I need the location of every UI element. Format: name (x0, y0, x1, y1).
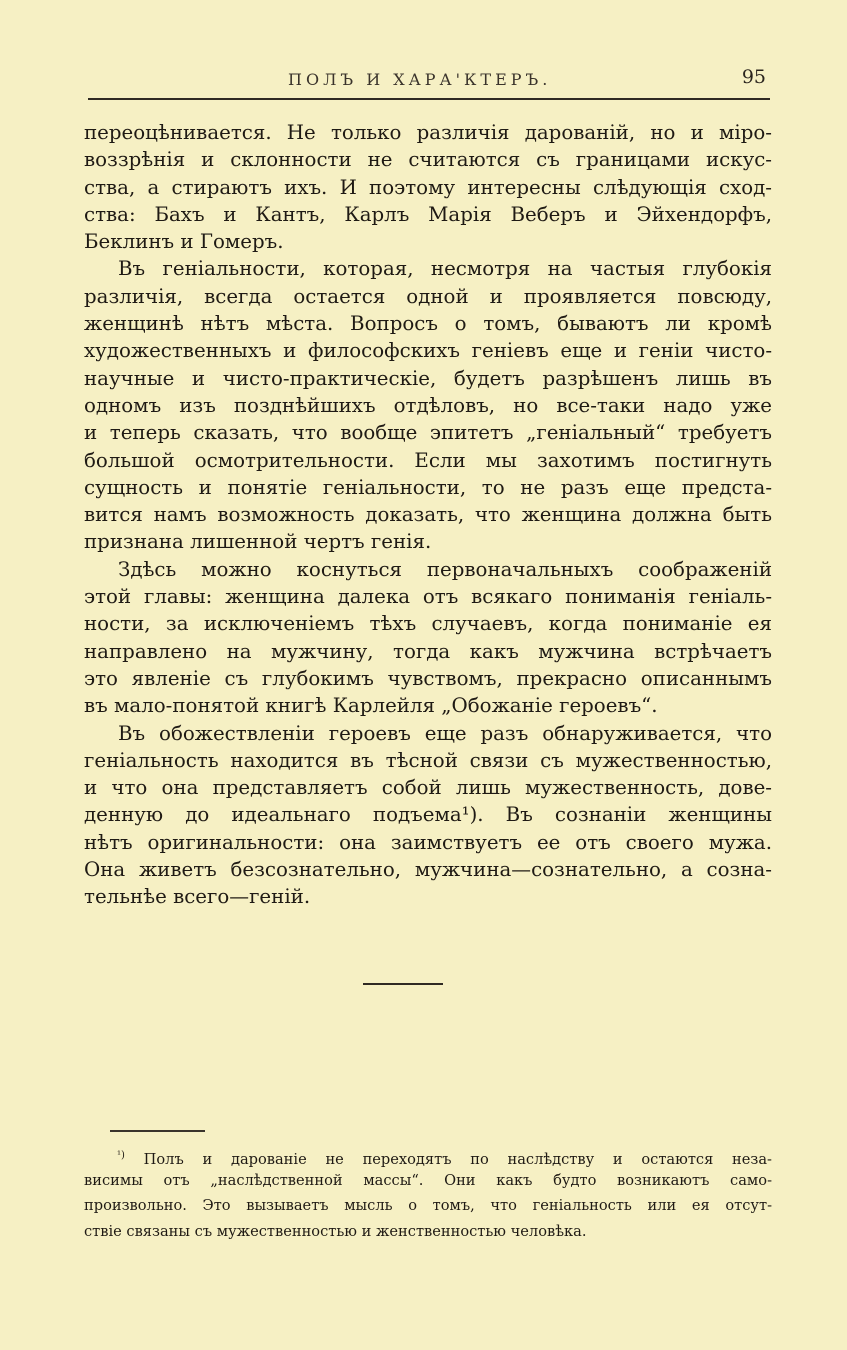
paragraph-1 (84, 119, 772, 255)
text-line: ства: Бахъ и Кантъ, Карлъ Марія Веберъ и Эйхендорфъ, (84, 202, 772, 226)
header-rule (88, 98, 770, 100)
text-line: этой главы: женщина далека отъ всякаго пониманія геніаль- (84, 585, 772, 609)
text-line: признана лишенной чертъ генія. (84, 530, 432, 554)
text-line: геніальность находится въ тѣсной связи съ мужественностью, (84, 748, 772, 772)
text-line: переоцѣнивается. Не только различія дарованій, но и міро- (84, 121, 772, 144)
text-line: художественныхъ и философскихъ геніевъ еще и геніи чисто- (84, 339, 772, 363)
text-line: Въ обожествленіи героевъ еще разъ обнаруживается, что (118, 721, 772, 745)
footnote-line-text: Полъ и дарованіе не переходятъ по наслѣдству и остаются неза- (143, 1151, 772, 1168)
text-line: научные и чисто-практическіе, будетъ разрѣшенъ лишь въ (84, 366, 772, 390)
text-line: Она живетъ безсознательно, мужчина—сознательно, а созна- (84, 858, 772, 882)
body-text (84, 119, 772, 911)
text-line: Беклинъ и Гомеръ. (84, 230, 284, 254)
text-line: въ мало-понятой книгѣ Карлейля „Обожаніе героевъ“. (84, 694, 658, 718)
footnote (84, 1143, 772, 1244)
text-line: Въ геніальности, которая, несмотря на частыя глубокія (118, 257, 772, 281)
text-line: тельнѣе всего—геній. (84, 885, 311, 909)
footnote-rule (110, 1130, 205, 1132)
text-line: различія, всегда остается одной и проявляется повсюду, (84, 284, 772, 308)
text-line: сущность и понятіе геніальности, то не разъ еще предста- (84, 475, 772, 499)
text-line: денную до идеальнаго подъема¹). Въ сознаніи женщины (84, 803, 772, 827)
text-line: направлено на мужчину, тогда какъ мужчина встрѣчаетъ (84, 639, 772, 663)
page-number: 95 (741, 66, 766, 88)
text-line: и что она представляетъ собой лишь мужественность, дове- (84, 776, 772, 800)
text-line: Здѣсь можно коснуться первоначальныхъ соображеній (118, 557, 772, 581)
footnote-marker: ¹) (117, 1150, 125, 1161)
text-line: женщинѣ нѣтъ мѣста. Вопросъ о томъ, бываютъ ли кромѣ (84, 312, 772, 336)
text-line: вится намъ возможность доказать, что женщина должна быть (84, 503, 772, 527)
text-line: одномъ изъ позднѣйшихъ отдѣловъ, но все-таки надо уже (84, 393, 772, 417)
running-head-title: ПОЛЪ И ХАРА'КТЕРЪ. (288, 70, 552, 89)
text-line: большой осмотрительности. Если мы захотимъ постигнуть (84, 448, 772, 472)
running-head (88, 66, 770, 96)
footnote-line: висимы отъ „наслѣдственной массы“. Они какъ будто возникаютъ само- (84, 1172, 772, 1190)
text-line: воззрѣнія и склонности не считаются съ границами искус- (84, 148, 772, 172)
paragraph-2 (84, 255, 772, 555)
paragraph-4 (84, 720, 772, 911)
text-line: нѣтъ оригинальности: она заимствуетъ ее отъ своего мужа. (84, 830, 772, 854)
text-line: это явленіе съ глубокимъ чувствомъ, прекрасно описаннымъ (84, 666, 772, 690)
footnote-line: произвольно. Это вызываетъ мысль о томъ, что геніальность или ея отсут- (84, 1197, 772, 1215)
text-line: ности, за исключеніемъ тѣхъ случаевъ, когда пониманіе ея (84, 612, 772, 636)
section-separator (363, 983, 443, 985)
paragraph-3 (84, 556, 772, 720)
footnote-line (84, 1143, 772, 1168)
text-line: ства, а стираютъ ихъ. И поэтому интересны слѣдующія сход- (84, 175, 772, 199)
text-line: и теперь сказать, что вообще эпитетъ „геніальный“ требуетъ (84, 421, 772, 445)
footnote-line: ствіе связаны съ мужественностью и женственностью человѣка. (84, 1222, 587, 1240)
